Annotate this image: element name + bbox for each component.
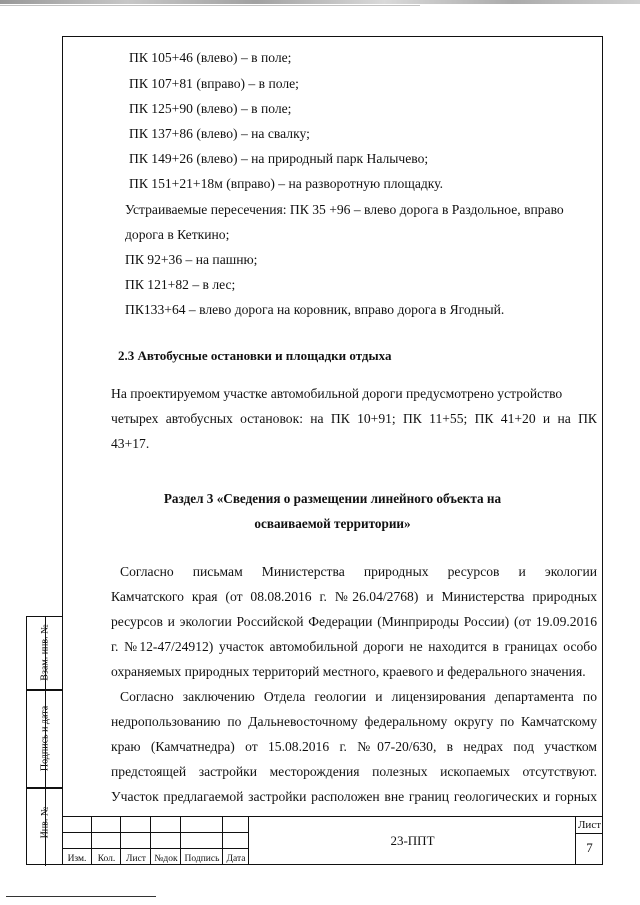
bus-stops-line-3: 43+17.: [111, 436, 150, 451]
section-3-title-line-2: осваиваемой территории»: [254, 516, 411, 531]
pk-line-2: ПК 107+81 (вправо) – в поле;: [129, 76, 299, 91]
sheet-number: 7: [586, 840, 593, 855]
document-code: 23-ППТ: [390, 833, 435, 848]
crossings-line-1: Устраиваемые пересечения: ПК 35 +96 – влево дорога в Раздольное, вправо: [125, 202, 564, 217]
side-label-inv: Инв. №: [39, 806, 51, 839]
side-stamp-vzam: [26, 616, 62, 690]
crossings-line-2: дорога в Кеткино;: [125, 227, 230, 242]
section-3-p1-line-5: охраняемых природных территорий местного, краевого и федерального значения.: [111, 664, 586, 679]
section-3-title-line-1: Раздел 3 «Сведения о размещении линейного объекта на: [163, 491, 502, 506]
section-3-p1-line-1: Согласно письмам Министерства природных ресурсов и экологии: [120, 564, 597, 579]
side-stamp-podpis: [26, 690, 62, 788]
section-2-3-heading: 2.3 Автобусные остановки и площадки отдыха: [118, 348, 392, 363]
footer-rule: [6, 896, 156, 897]
bus-stops-line-2: четырех автобусных остановок: на ПК 10+91; ПК 11+55; ПК 41+20 и на ПК: [111, 411, 597, 426]
section-3-p2-line-5: Участок предлагаемой застройки расположен вне границ геологических и горных: [111, 789, 597, 804]
section-3-p1-line-4: г. №12-47/24912) участок автомобильной дороги не находится в границах особо: [111, 639, 597, 654]
side-stamp-inv: [26, 788, 62, 865]
pk-line-5: ПК 149+26 (влево) – на природный парк Налычево;: [129, 151, 429, 166]
tb-podpis-label: Подпись: [184, 854, 220, 864]
section-3-p1-line-3: ресурсов и экологии Российской Федерации (Минприроды России) (от 19.09.2016: [111, 614, 597, 629]
section-3-p2-line-4: предстоящей застройки месторождения полезных ископаемых отсутствуют.: [111, 764, 597, 779]
section-3-p1-line-2: Камчатского края (от 08.08.2016 г. №26.04/2768) и Министерства природных: [111, 589, 597, 604]
pk-line-1: ПК 105+46 (влево) – в поле;: [129, 50, 292, 65]
tb-list-label: Лист: [126, 854, 146, 864]
crossings-line-4: ПК 121+82 – в лес;: [125, 277, 236, 292]
section-3-p2-line-3: краю (Камчатнедра) от 15.08.2016 г. №07-20/630, в недрах под участком: [111, 739, 597, 754]
tb-izm-label: Изм.: [67, 854, 87, 864]
scan-artifact-top: [0, 0, 640, 4]
crossings-line-3: ПК 92+36 – на пашню;: [125, 252, 258, 267]
section-3-p2-line-2: недропользованию по Дальневосточному федеральному округу по Камчатскому: [111, 714, 597, 729]
side-label-podpis: Подпись и дата: [39, 705, 51, 772]
scan-artifact-line: [0, 5, 420, 6]
tb-ndok-label: №док: [154, 854, 178, 864]
bus-stops-line-1: На проектируемом участке автомобильной дороги предусмотрено устройство: [111, 386, 563, 401]
crossings-line-5: ПК133+64 – влево дорога на коровник, вправо дорога в Ягодный.: [125, 302, 505, 317]
section-3-p2-line-1: Согласно заключению Отдела геологии и лицензирования департамента по: [120, 689, 597, 704]
sheet-label: Лист: [577, 819, 602, 831]
tb-data-label: Дата: [226, 854, 246, 864]
pk-line-4: ПК 137+86 (влево) – на свалку;: [129, 126, 310, 141]
tb-kol-label: Кол.: [97, 854, 116, 864]
pk-line-6: ПК 151+21+18м (вправо) – на разворотную площадку.: [129, 176, 444, 191]
pk-line-3: ПК 125+90 (влево) – в поле;: [129, 101, 292, 116]
side-label-vzam: Взам. инв. №: [39, 624, 51, 681]
title-block: [62, 816, 603, 865]
